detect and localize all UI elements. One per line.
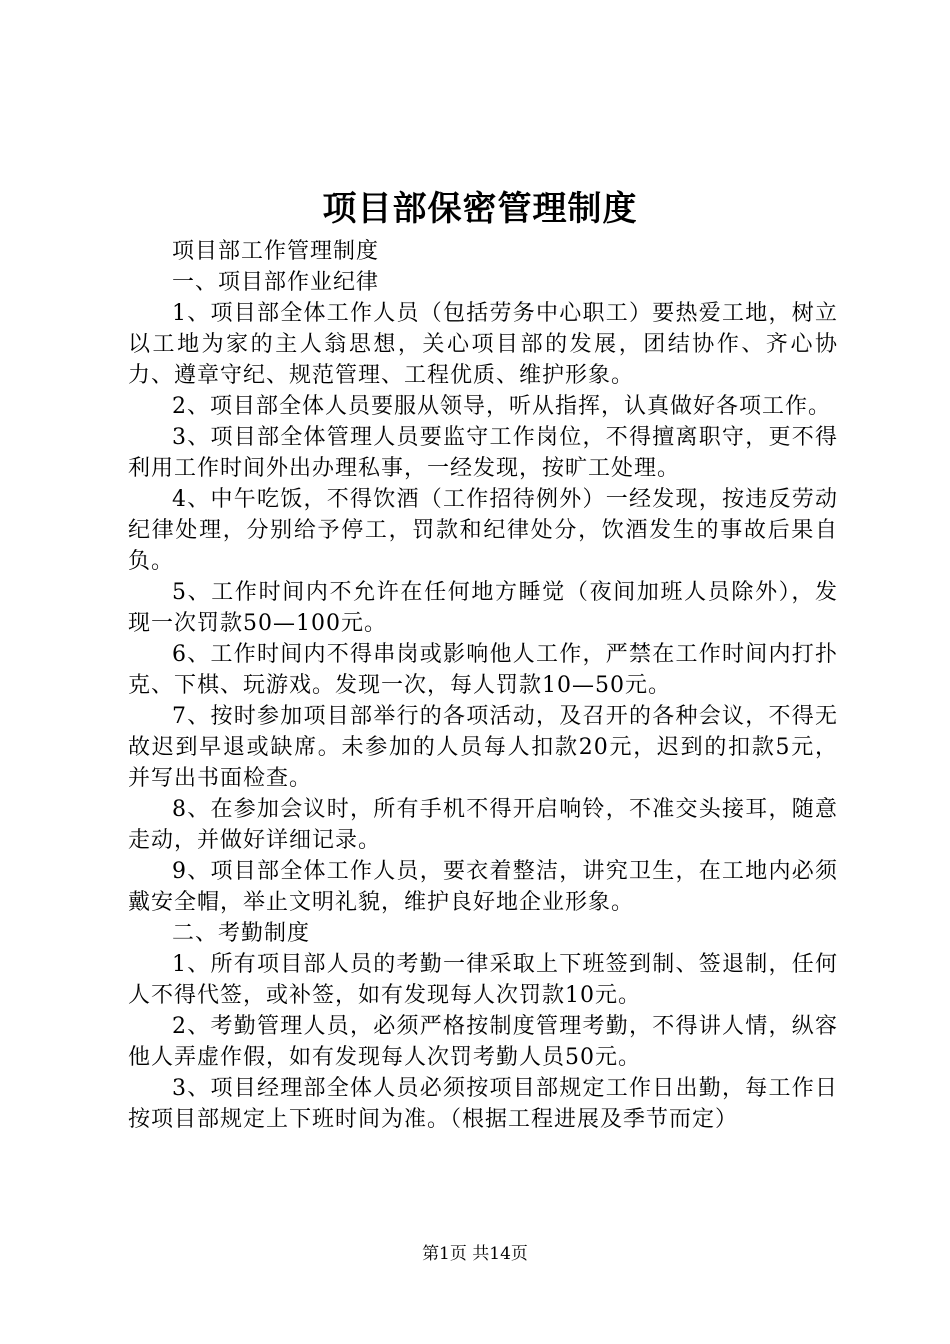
section-heading: 一、项目部作业纪律	[172, 270, 380, 295]
rule-paragraph: 1、所有项目部人员的考勤一律采取上下班签到制、签退制，任何人不得代签，或补签，如有发现每人次罚款10元。	[128, 952, 838, 1008]
subtitle: 项目部工作管理制度	[172, 239, 380, 264]
rule-paragraph: 6、工作时间内不得串岗或影响他人工作，严禁在工作时间内打扑克、下棋、玩游戏。发现一次，每人罚款10—50元。	[128, 642, 838, 698]
document-body	[128, 236, 838, 1135]
rule-paragraph: 4、中午吃饭，不得饮酒（工作招待例外）一经发现，按违反劳动纪律处理，分别给予停工，罚款和纪律处分，饮酒发生的事故后果自负。	[128, 487, 838, 574]
rule-paragraph: 3、项目部全体管理人员要监守工作岗位，不得擅离职守，更不得利用工作时间外出办理私事，一经发现，按旷工处理。	[128, 425, 838, 481]
rule-paragraph: 8、在参加会议时，所有手机不得开启响铃，不准交头接耳，随意走动，并做好详细记录。	[128, 797, 838, 853]
rule-paragraph: 1、项目部全体工作人员（包括劳务中心职工）要热爱工地，树立以工地为家的主人翁思想，关心项目部的发展，团结协作、齐心协力、遵章守纪、规范管理、工程优质、维护形象。	[128, 301, 838, 388]
rule-paragraph: 2、考勤管理人员，必须严格按制度管理考勤，不得讲人情，纵容他人弄虚作假，如有发现每人次罚考勤人员50元。	[128, 1014, 838, 1070]
rule-paragraph: 3、项目经理部全体人员必须按项目部规定工作日出勤，每工作日按项目部规定上下班时间为准。（根据工程进展及季节而定）	[128, 1076, 838, 1132]
page-number-footer: 第1页 共14页	[422, 1244, 528, 1264]
section-heading: 二、考勤制度	[172, 921, 311, 946]
rule-paragraph: 5、工作时间内不允许在任何地方睡觉（夜间加班人员除外），发现一次罚款50—100元。	[128, 580, 838, 636]
rule-paragraph: 2、项目部全体人员要服从领导，听从指挥，认真做好各项工作。	[172, 394, 831, 419]
rule-paragraph: 9、项目部全体工作人员，要衣着整洁，讲究卫生，在工地内必须戴安全帽，举止文明礼貌，维护良好地企业形象。	[128, 859, 838, 915]
rule-paragraph: 7、按时参加项目部举行的各项活动，及召开的各种会议，不得无故迟到早退或缺席。未参加的人员每人扣款20元，迟到的扣款5元，并写出书面检查。	[128, 704, 838, 791]
document-title: 项目部保密管理制度	[322, 189, 638, 229]
